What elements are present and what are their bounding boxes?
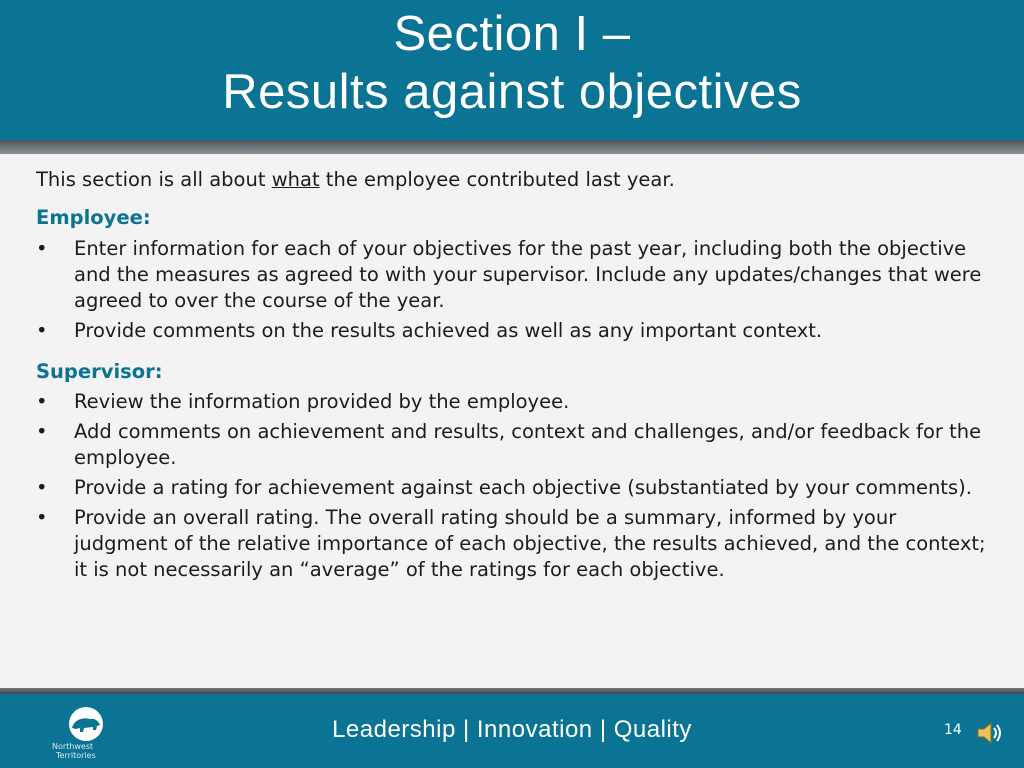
- bullet-text: Review the information provided by the employee.: [74, 390, 570, 413]
- bullet-dot: •: [36, 420, 48, 443]
- bullet-text: Enter information for each of your objectives for the past year, including both the objective and the measures as agreed to with your supervisor. Include any updates/changes that were agreed to over the course of the year.: [74, 237, 982, 312]
- bullet-dot: •: [36, 237, 48, 260]
- intro-after: the employee contributed last year.: [319, 168, 675, 191]
- bullet-text: Provide a rating for achievement against each objective (substantiated by your comments).: [74, 476, 972, 499]
- employee-bullets: [36, 236, 992, 348]
- page-number: 14: [944, 722, 962, 738]
- slide-body: [0, 154, 1024, 688]
- bullet-text: Add comments on achievement and results, context and challenges, and/or feedback for the employee.: [74, 420, 982, 469]
- supervisor-heading: Supervisor:: [36, 360, 163, 383]
- speaker-icon[interactable]: [974, 718, 1004, 748]
- bullet-item: [36, 236, 992, 314]
- bullet-text: Provide an overall rating. The overall rating should be a summary, informed by your judgment of the relative importance of each objective, the results achieved, and the context; it is not necessarily an “average” of the ratings for each objective.: [74, 506, 986, 581]
- bullet-item: [36, 389, 992, 415]
- supervisor-bullets: [36, 389, 992, 587]
- footer-tagline: Leadership | Innovation | Quality: [332, 716, 692, 743]
- slide-footer: [0, 694, 1024, 768]
- employee-heading: Employee:: [36, 206, 151, 229]
- logo-line-2: Territories: [56, 751, 96, 760]
- bullet-dot: •: [36, 319, 48, 342]
- bullet-dot: •: [36, 506, 48, 529]
- bullet-dot: •: [36, 390, 48, 413]
- logo-line-1: Northwest: [52, 742, 94, 751]
- slide-header: [0, 0, 1024, 140]
- bullet-text: Provide comments on the results achieved as well as any important context.: [74, 319, 823, 342]
- bullet-item: [36, 318, 992, 344]
- intro-text: [36, 168, 675, 191]
- intro-emphasis: what: [271, 168, 320, 191]
- title-line-2: Results against objectives: [222, 65, 802, 119]
- bullet-item: [36, 419, 992, 471]
- header-divider: [0, 140, 1024, 154]
- bullet-item: [36, 475, 992, 501]
- title-line-1: Section I –: [393, 7, 631, 61]
- bullet-dot: •: [36, 476, 48, 499]
- bullet-item: [36, 505, 992, 583]
- logo-wordmark: [52, 742, 96, 760]
- intro-before: This section is all about: [36, 168, 272, 191]
